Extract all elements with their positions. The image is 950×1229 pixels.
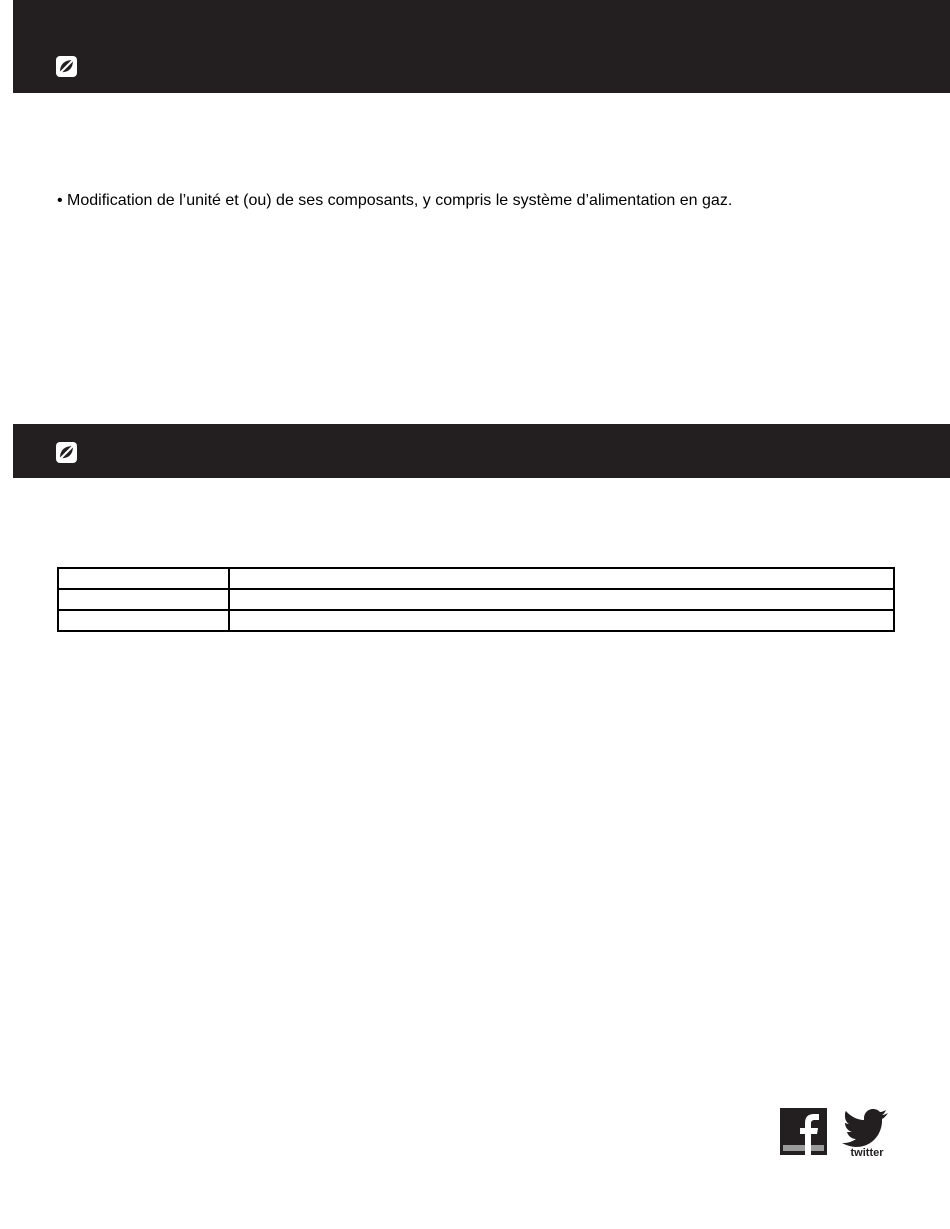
- section-header-bar: [13, 424, 950, 478]
- twitter-icon[interactable]: [838, 1107, 896, 1157]
- table-cell: [58, 568, 229, 589]
- leaf-logo-icon: [56, 442, 77, 463]
- table-cell: [58, 610, 229, 631]
- table-cell: [229, 568, 894, 589]
- section-header-bar: [13, 0, 950, 93]
- exclusion-list-item: • Modification de l’unité et (ou) de ses composants, y compris le système d’alimentation en gaz.: [57, 192, 733, 209]
- twitter-wordmark: twitter: [850, 1147, 884, 1157]
- table-row: [58, 589, 894, 610]
- table-row: [58, 610, 894, 631]
- social-links: [780, 1107, 896, 1157]
- facebook-icon[interactable]: [780, 1108, 827, 1155]
- table-cell: [58, 589, 229, 610]
- table-cell: [229, 610, 894, 631]
- table-cell: [229, 589, 894, 610]
- spec-table: [57, 567, 895, 632]
- table-row: [58, 568, 894, 589]
- leaf-logo-icon: [56, 56, 77, 77]
